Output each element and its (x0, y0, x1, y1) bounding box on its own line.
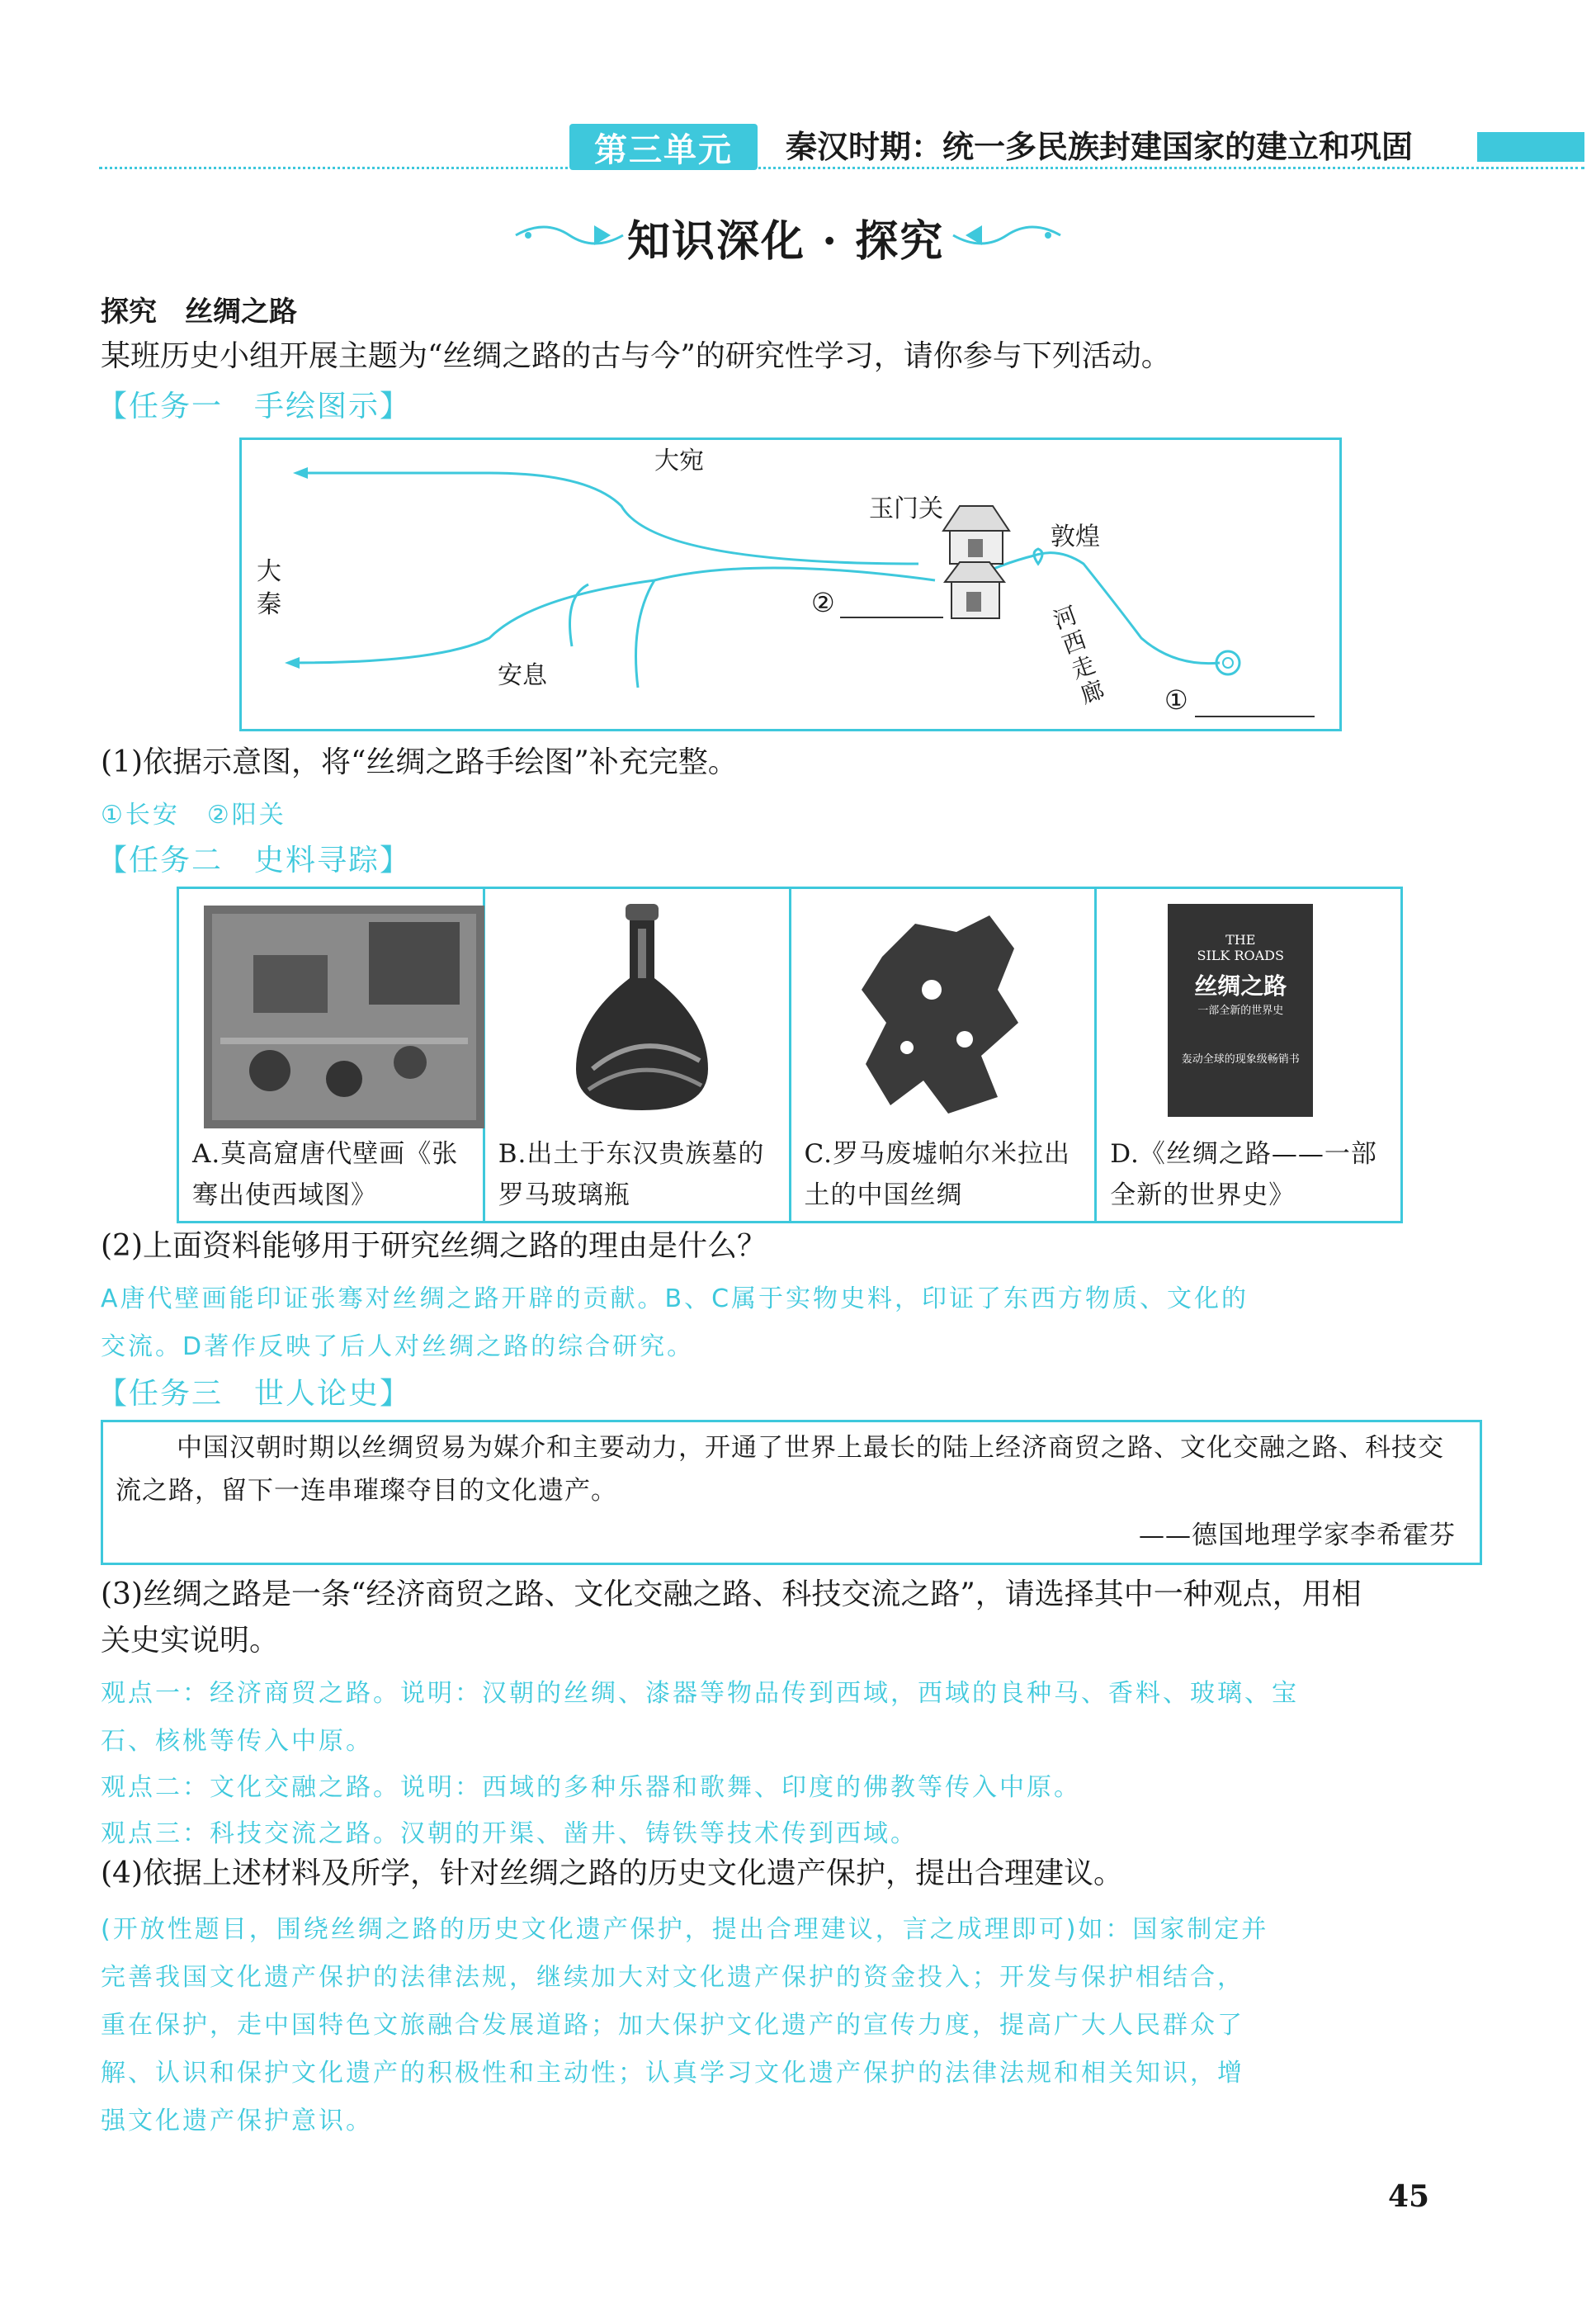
yumenguan-tower-icon (943, 506, 1009, 564)
silk-roads-book-cover (1168, 904, 1313, 1117)
book-blurb: 轰动全球的现象级畅销书 (1181, 1053, 1300, 1066)
task2-label: 【任务二 史料寻踪】 (97, 844, 412, 877)
label-yumenguan: 玉门关 (869, 494, 943, 523)
answer-4-line4: 解、认识和保护文化遗产的积极性和主动性；认真学习文化遗产保护的法律法规和相关知识，增 (101, 2059, 1244, 2088)
topic-heading: 探究 丝绸之路 (101, 296, 297, 329)
answer-2-line1: A唐代壁画能印证张骞对丝绸之路开辟的贡献。B、C属于实物史料，印证了东西方物质、文化的 (101, 1284, 1249, 1313)
yangguan-tower-icon (945, 562, 1004, 618)
task1-label: 【任务一 手绘图示】 (97, 390, 412, 423)
book-title-cn: 丝绸之路 (1194, 972, 1287, 1000)
label-anxi: 安息 (498, 661, 547, 690)
unit-badge: 第三单元 (569, 124, 758, 170)
dunhuang-marker-icon (1034, 549, 1042, 564)
chinese-silk-fragment-image (857, 907, 1022, 1122)
answer-3-line4: 观点三：科技交流之路。汉朝的开渠、凿井、铸铁等技术传到西域。 (101, 1819, 918, 1848)
book-subtitle: 一部全新的世界史 (1197, 1005, 1284, 1017)
source-materials-table (177, 887, 1403, 1223)
header-accent-bar (1477, 132, 1584, 162)
route-branch-anxi (636, 580, 655, 688)
answer-4-line3: 重在保护，走中国特色文旅融合发展道路；加大保护文化遗产的宣传力度，提高广大人民群众了 (101, 2011, 1244, 2040)
book-title-en-2: SILK ROADS (1197, 948, 1284, 963)
label-blank1: ① (1164, 684, 1188, 716)
question-4: (4)依据上述材料及所学，针对丝绸之路的历史文化遗产保护，提出合理建议。 (101, 1856, 1123, 1890)
label-hexi-corridor: 河西走廊 (1049, 601, 1108, 709)
answer-4-line2: 完善我国文化遗产保护的法律法规，继续加大对文化遗产保护的资金投入；开发与保护相结合， (101, 1963, 1244, 1992)
changan-target-icon (1216, 651, 1239, 674)
source-d-caption: D.《丝绸之路——一部全新的世界史》 (1110, 1139, 1377, 1210)
source-item-d (1097, 889, 1400, 1221)
mural-painting-image (204, 906, 484, 1128)
label-blank2: ② (811, 587, 835, 618)
task3-label: 【任务三 世人论史】 (97, 1377, 412, 1411)
source-a-caption: A.莫高窟唐代壁画《张骞出使西域图》 (192, 1139, 459, 1210)
label-dayuan: 大宛 (654, 447, 704, 475)
answer-2-line2: 交流。D著作反映了后人对丝绸之路的综合研究。 (101, 1332, 695, 1361)
answer-3-line2: 石、核桃等传入中原。 (101, 1727, 373, 1756)
answer-4-line5: 强文化遗产保护意识。 (101, 2107, 373, 2135)
title-ornament-left-icon (512, 210, 627, 260)
answer-1: ①长安 ②阳关 (101, 801, 286, 830)
silk-road-sketch-map (239, 437, 1342, 731)
roman-glass-bottle-image (560, 904, 725, 1127)
answer-3-line3: 观点二：文化交融之路。说明：西域的多种乐器和歌舞、印度的佛教等传入中原。 (101, 1773, 1081, 1802)
title-ornament-right-icon (949, 210, 1065, 260)
label-daqin: 大秦 (257, 557, 281, 619)
question-3-line2: 关史实说明。 (101, 1624, 280, 1658)
source-item-b (485, 889, 791, 1221)
page-number: 45 (1388, 2179, 1430, 2214)
question-3-line1: (3)丝绸之路是一条“经济商贸之路、文化交融之路、科技交流之路”，请选择其中一种观点，用相 (101, 1577, 1362, 1611)
section-title: 知识深化 · 探究 (627, 216, 945, 267)
source-item-c (791, 889, 1098, 1221)
question-1: (1)依据示意图，将“丝绸之路手绘图”补充完整。 (101, 745, 738, 779)
route-to-daqin (291, 568, 935, 663)
quote-source: ——德国地理学家李希霍芬 (1139, 1521, 1456, 1550)
source-b-caption: B.出土于东汉贵族墓的罗马玻璃瓶 (498, 1139, 765, 1210)
source-c-caption: C.罗马废墟帕尔米拉出土的中国丝绸 (804, 1139, 1070, 1210)
question-2: (2)上面资料能够用于研究丝绸之路的理由是什么？ (101, 1229, 767, 1263)
unit-title: 秦汉时期：统一多民族封建国家的建立和巩固 (786, 129, 1414, 165)
label-dunhuang: 敦煌 (1051, 523, 1100, 551)
intro-text: 某班历史小组开展主题为“丝绸之路的古与今”的研究性学习，请你参与下列活动。 (101, 339, 1171, 373)
route-to-dayuan (300, 473, 918, 564)
book-title-en-1: THE (1225, 932, 1256, 948)
source-item-a (179, 889, 485, 1221)
quote-text: 中国汉朝时期以丝绸贸易为媒介和主要动力，开通了世界上最长的陆上经济商贸之路、文化交融之路、科技交流之路，留下一连串璀璨夺目的文化遗产。 (116, 1433, 1444, 1506)
answer-3-line1: 观点一：经济商贸之路。说明：汉朝的丝绸、漆器等物品传到西域，西域的良种马、香料、玻璃、宝 (101, 1679, 1299, 1708)
header-dotted-rule (99, 167, 1584, 169)
answer-4-line1: (开放性题目，围绕丝绸之路的历史文化遗产保护，提出合理建议，言之成理即可)如：国家制定并 (101, 1915, 1269, 1944)
